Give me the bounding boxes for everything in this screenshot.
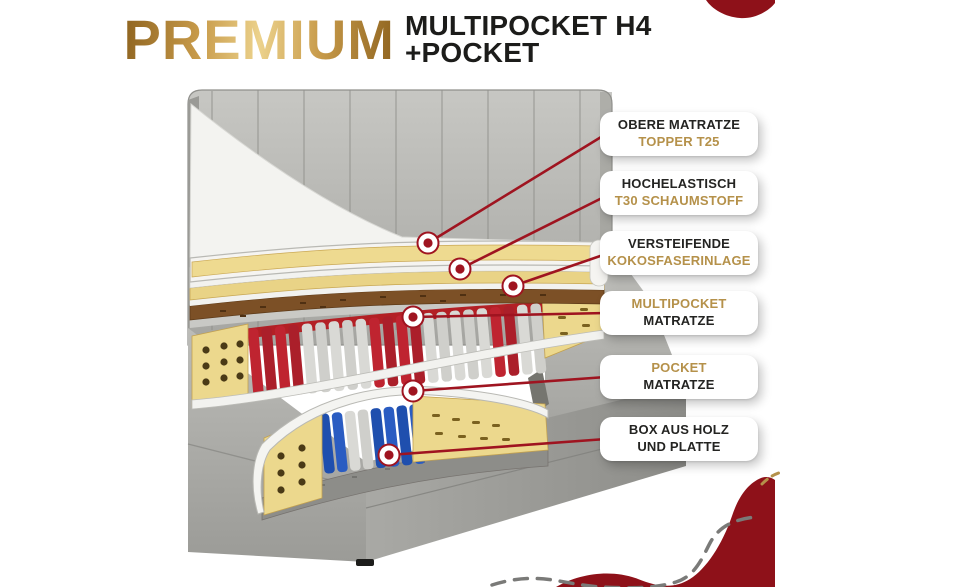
callout-line: UND PLATTE (637, 439, 721, 454)
callout-line: HOCHELASTISCH (621, 176, 737, 192)
callout-pocket (600, 355, 758, 399)
marker-dot-icon (379, 445, 400, 466)
callout-line: MATRATZE (643, 313, 715, 328)
callout-hochelastisch (600, 171, 758, 215)
callout-multipocket (600, 291, 758, 335)
bed-foot (356, 559, 374, 566)
callout-box (600, 417, 758, 461)
callout-line: TOPPER T25 (638, 134, 720, 149)
callout-line: MATRATZE (643, 377, 715, 392)
title-subtitle-line1: MULTIPOCKET H4 (404, 10, 652, 42)
callout-line: KOKOSFASERINLAGE (607, 253, 751, 268)
callout-line: OBERE MATRATZE (617, 117, 741, 133)
marker-dot-icon (403, 307, 424, 328)
title-subtitle-line2: +POCKET (404, 37, 540, 68)
callout-line: MULTIPOCKET (631, 296, 727, 312)
marker-dot-icon (503, 276, 524, 297)
callout-line: VERSTEIFENDE (627, 236, 731, 252)
callout-line: T30 SCHAUMSTOFF (614, 193, 744, 208)
callout-obere-matratze (600, 112, 758, 156)
title-subtitle (404, 10, 652, 68)
callout-versteifende (600, 231, 758, 275)
marker-dot-icon (450, 259, 471, 280)
marker-dot-icon (418, 233, 439, 254)
callout-line: BOX AUS HOLZ (628, 422, 730, 438)
marker-dot-icon (403, 381, 424, 402)
page-title (0, 8, 775, 71)
title-premium: PREMIUM (123, 8, 395, 71)
callout-line: POCKET (651, 360, 707, 376)
